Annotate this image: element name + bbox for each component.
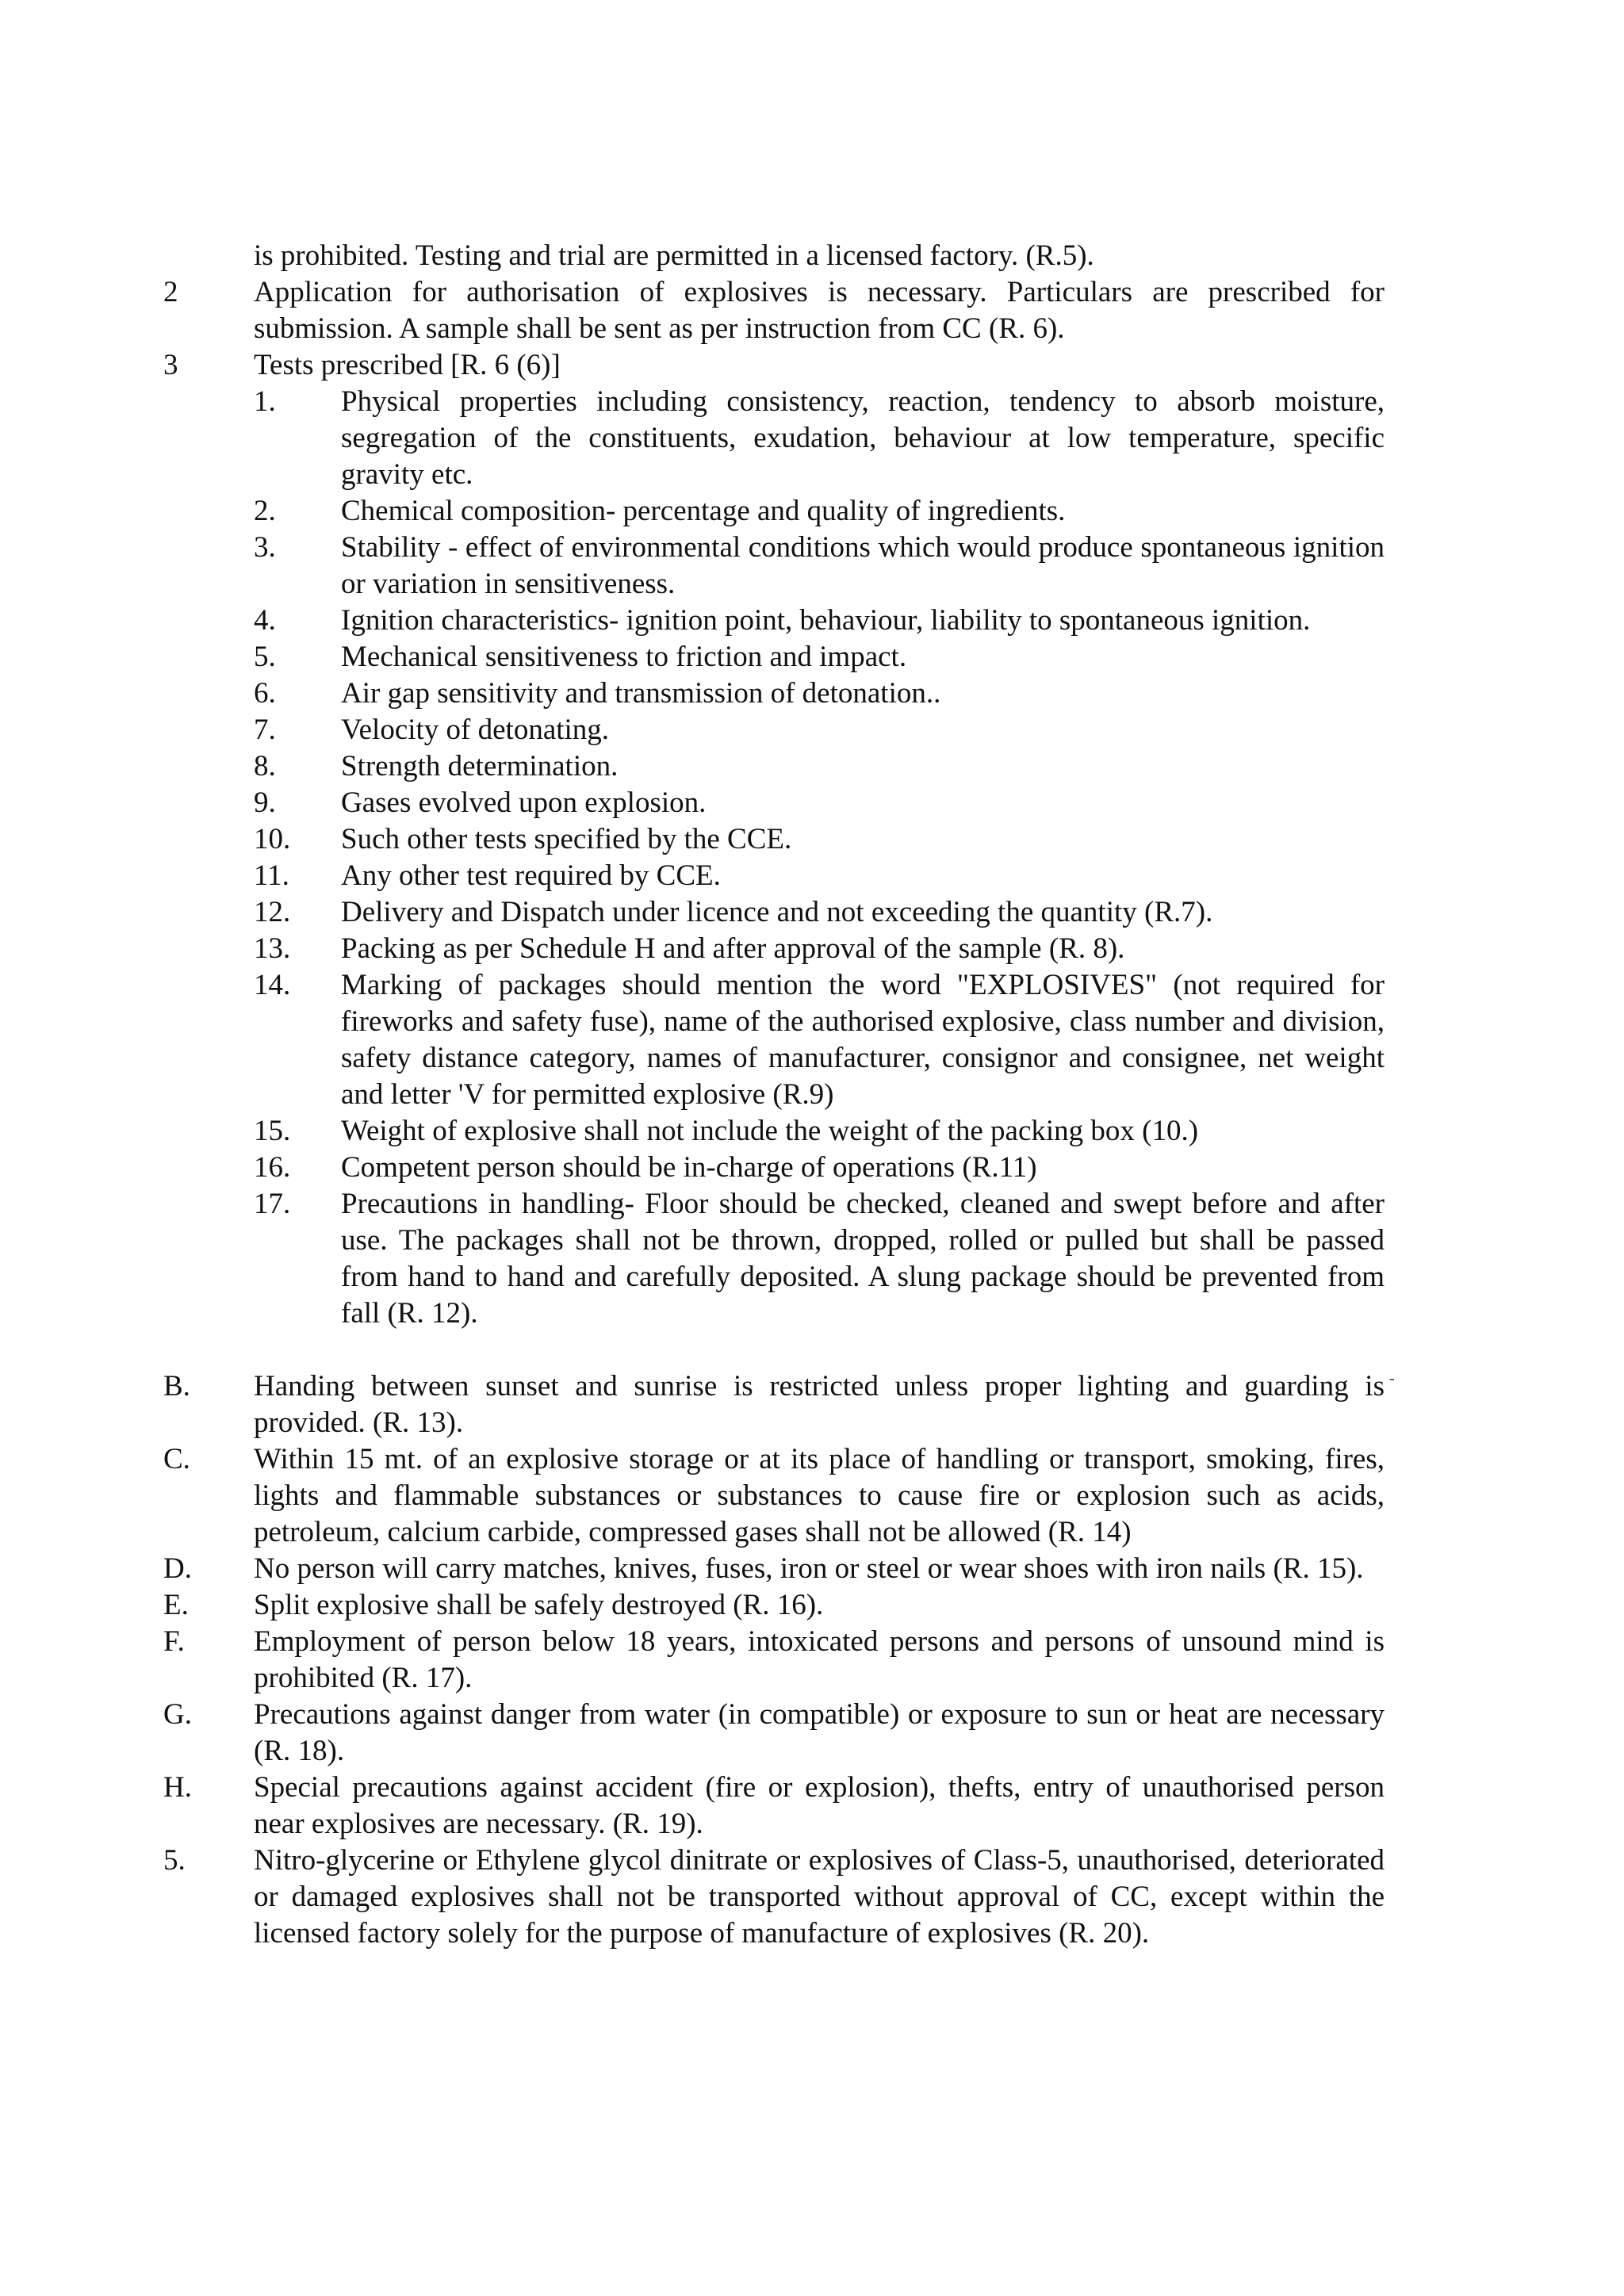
item-h [163,1770,1385,1843]
test-number: 6. [254,677,276,710]
test-item-9 [254,785,1385,821]
item-number: 3 [163,349,178,381]
test-text: Physical properties including consistency, reaction, tendency to absorb moisture, segregation of the constituents, exudation, behaviour at low temperature, specific gravity etc. [341,385,1385,491]
test-number: 8. [254,750,276,783]
item-text: Within 15 mt. of an explosive storage or at its place of handling or transport, smoking, fires, lights and flammable substances or substances to cause fire or explosion such as acids, petroleum, calcium carbide, compressed gases shall not be allowed (R. 14) [254,1443,1385,1548]
item-letter: H. [163,1771,192,1804]
test-text: Such other tests specified by the CCE. [341,823,792,855]
stray-mark: - [1389,1370,1395,1387]
test-item-1 [254,384,1385,493]
item-text: Handing between sunset and sunrise is restricted unless proper lighting and guarding is provided. (R. 13). [254,1370,1385,1439]
item-text: Nitro-glycerine or Ethylene glycol dinitrate or explosives of Class-5, unauthorised, deteriorated or damaged explosives shall not be transported without approval of CC, except within the licensed factory solely for the purpose of manufacture of explosives (R. 20). [254,1844,1385,1950]
test-number: 11. [254,859,289,892]
test-item-5 [254,639,1385,675]
test-number: 4. [254,604,276,637]
test-number: 5. [254,641,276,673]
section-gap [163,1332,1385,1368]
test-item-11 [254,858,1385,894]
test-item-16 [254,1150,1385,1186]
test-text: Any other test required by CCE. [341,859,721,892]
test-text: Velocity of detonating. [341,714,610,746]
test-number: 1. [254,385,276,418]
test-item-15 [254,1113,1385,1150]
test-number: 2. [254,495,276,527]
item-number: 2 [163,276,178,308]
item-letter: C. [163,1443,190,1475]
item-3 [163,347,1385,384]
test-number: 15. [254,1115,291,1147]
item-text: No person will carry matches, knives, fuses, iron or steel or wear shoes with iron nails (R. 15). [254,1552,1364,1585]
test-item-14 [254,967,1385,1113]
test-item-17 [254,1186,1385,1332]
item-text: Tests prescribed [R. 6 (6)] [254,349,561,381]
item-number: 5. [163,1844,186,1877]
item-text: Employment of person below 18 years, intoxicated persons and persons of unsound mind is prohibited (R. 17). [254,1625,1385,1694]
test-item-7 [254,712,1385,748]
test-item-8 [254,748,1385,785]
test-text: Air gap sensitivity and transmission of detonation.. [341,677,941,710]
test-item-10 [254,821,1385,858]
item-text: Split explosive shall be safely destroyed (R. 16). [254,1589,824,1621]
test-number: 17. [254,1188,291,1220]
test-text: Stability - effect of environmental conditions which would produce spontaneous ignition or variation in sensitiveness. [341,531,1385,600]
test-text: Ignition characteristics- ignition point, behaviour, liability to spontaneous ignition. [341,604,1311,637]
item-letter: G. [163,1698,192,1731]
test-number: 13. [254,932,291,965]
test-item-3 [254,530,1385,603]
test-text: Packing as per Schedule H and after approval of the sample (R. 8). [341,932,1125,965]
document-body [163,238,1385,1952]
test-text: Strength determination. [341,750,619,783]
item-b [163,1368,1385,1441]
item-text: Application for authorisation of explosives is necessary. Particulars are prescribed for submission. A sample shall be sent as per instruction from CC (R. 6). [254,276,1385,345]
intro-paragraph [163,238,1385,274]
item-letter: B. [163,1370,190,1402]
item-g [163,1697,1385,1770]
test-number: 9. [254,786,276,819]
test-number: 7. [254,714,276,746]
item-2 [163,274,1385,347]
test-item-4 [254,603,1385,639]
item-e [163,1587,1385,1624]
test-text: Competent person should be in-charge of operations (R.11) [341,1151,1037,1184]
test-number: 16. [254,1151,291,1184]
test-item-2 [254,493,1385,530]
item-text: Precautions against danger from water (in compatible) or exposure to sun or heat are necessary (R. 18). [254,1698,1385,1767]
test-number: 3. [254,531,276,564]
item-f [163,1624,1385,1697]
item-text: Special precautions against accident (fire or explosion), thefts, entry of unauthorised person near explosives are necessary. (R. 19). [254,1771,1385,1840]
intro-text: is prohibited. Testing and trial are permitted in a licensed factory. (R.5). [254,239,1094,272]
item-letter: F. [163,1625,185,1658]
test-number: 10. [254,823,291,855]
test-number: 14. [254,969,291,1001]
test-text: Weight of explosive shall not include the weight of the packing box (10.) [341,1115,1199,1147]
item-d [163,1551,1385,1587]
item-letter: D. [163,1552,192,1585]
test-number: 12. [254,896,291,928]
test-text: Gases evolved upon explosion. [341,786,707,819]
test-item-12 [254,894,1385,931]
item-c [163,1441,1385,1551]
item-letter: E. [163,1589,189,1621]
test-text: Precautions in handling- Floor should be checked, cleaned and swept before and after use. The packages shall not be thrown, dropped, rolled or pulled but shall be passed from hand to hand and carefully deposited. A slung package should be prevented from fall (R. 12). [341,1188,1385,1330]
test-text: Chemical composition- percentage and quality of ingredients. [341,495,1066,527]
test-text: Delivery and Dispatch under licence and not exceeding the quantity (R.7). [341,896,1213,928]
test-item-13 [254,931,1385,967]
item-5 [163,1843,1385,1952]
test-item-6 [254,675,1385,712]
test-text: Mechanical sensitiveness to friction and impact. [341,641,907,673]
test-text: Marking of packages should mention the word "EXPLOSIVES" (not required for fireworks and safety fuse), name of the authorised explosive, class number and division, safety distance category, names of manufacturer, consignor and consignee, net weight and letter 'V for permitted explosive (R.9) [341,969,1385,1111]
